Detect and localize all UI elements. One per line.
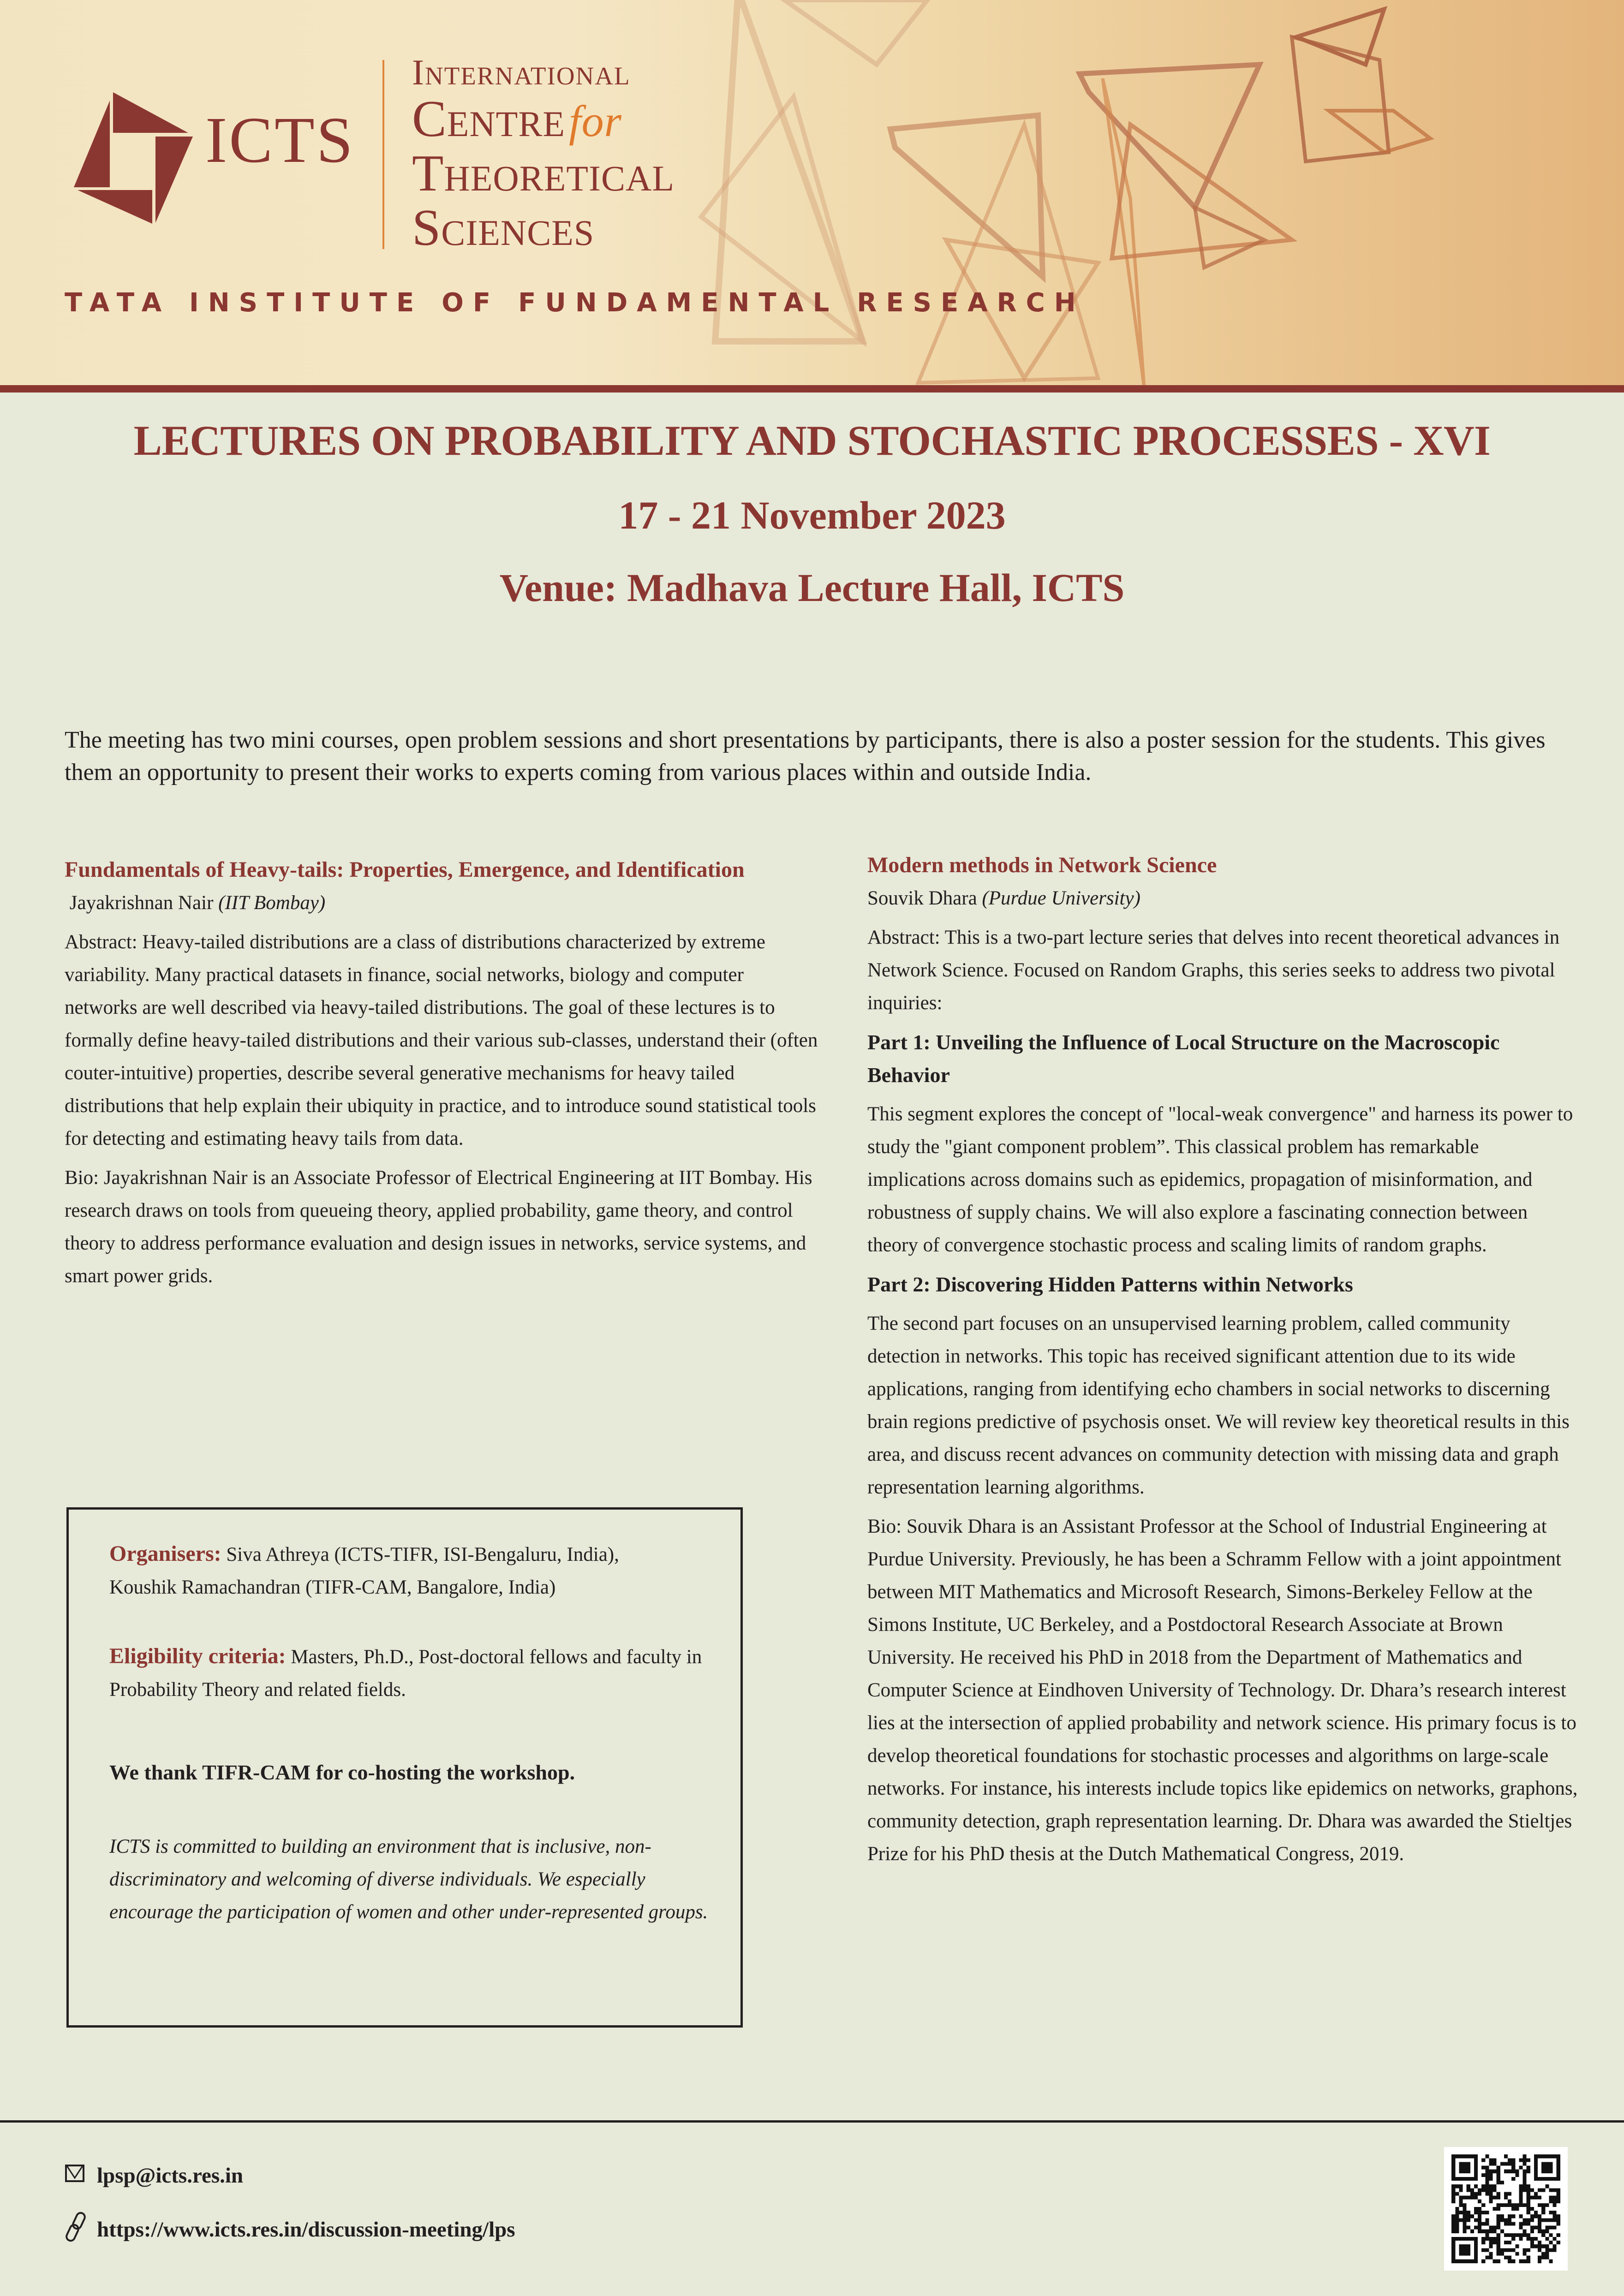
speaker-affiliation: (IIT Bombay) [218, 892, 326, 914]
contact-url [65, 2212, 515, 2248]
organisers-label: Organisers: [109, 1541, 221, 1566]
event-dates: 17 - 21 November 2023 [618, 493, 1006, 538]
eligibility [109, 1640, 709, 1706]
header-banner [0, 0, 1624, 385]
deco-triangle [1195, 208, 1264, 268]
intro-paragraph: The meeting has two mini courses, open problem sessions and short presentations by participants, there is also a poster session for the students. This gives them an opportunity to present their works to experts coming from various places within and outside India. [65, 727, 1546, 785]
part2-title: Part 2: Discovering Hidden Patterns within Networks [867, 1273, 1353, 1296]
speaker-affiliation: (Purdue University) [982, 887, 1140, 909]
course-abstract: Abstract: Heavy-tailed distributions are a class of distributions characterized by extreme variability. Many practical datasets in finance, social networks, biology and computer networks are well described via heavy-tailed distributions. The goal of these lectures is to formally define heavy-tailed distributions and their various sub-classes, understand their (often couter-intuitive) properties, describe several generative mechanisms for heavy tailed distributions that help explain their ubiquity in practice, and to introduce sound statistical tools for detecting and estimating heavy tails from data. [65, 931, 818, 1149]
course-left [65, 853, 821, 1292]
contact-email [65, 2163, 243, 2188]
logo-name-line3: Theoretical [412, 145, 675, 202]
logo-name-line4: Sciences [412, 199, 595, 256]
email-link[interactable]: lpsp@icts.res.in [97, 2164, 244, 2188]
course-speaker [867, 882, 1578, 915]
envelope-icon [65, 2163, 97, 2188]
organisers-line2: Koushik Ramachandran (TIFR-CAM, Bangalore, India) [109, 1576, 556, 1598]
course-title: Modern methods in Network Science [867, 853, 1217, 877]
deco-triangle [1329, 111, 1430, 152]
parent-word: RESEARCH [857, 288, 1085, 318]
deco-triangle [1103, 78, 1144, 385]
logo-name-for: for [569, 96, 622, 146]
course-abstract: Abstract: This is a two-part lecture series that delves into recent theoretical advances in Network Science. Focused on Random Graphs, this series seeks to address two pivotal inquiries: [867, 927, 1560, 1014]
logo-name-line2 [412, 90, 675, 148]
deco-triangle [918, 125, 1098, 383]
eligibility-label: Eligibility criteria: [109, 1644, 286, 1668]
decorative-triangles [0, 0, 1624, 385]
parent-word: OF [442, 288, 500, 318]
qr-code[interactable] [1444, 2147, 1568, 2271]
parent-word: TATA [65, 288, 171, 318]
icts-logo-mark [69, 92, 198, 226]
footer-divider [0, 2120, 1624, 2123]
part2-text: The second part focuses on an unsupervised learning problem, called community detection in networks. This topic has received significant attention due to its wide applications, ranging from identifying echo chambers in social networks to discerning brain regions predictive of psychosis onset. We will review key theoretical results in this area, and discuss recent advances on community detection with missing data and graph representation learning algorithms. [867, 1313, 1570, 1498]
logo-name-centre: Centre [412, 90, 565, 148]
speaker-name: Souvik Dhara [867, 887, 977, 909]
organisers-line1: Siva Athreya (ICTS-TIFR, ISI-Bengaluru, India), [226, 1544, 619, 1565]
organisers [109, 1537, 709, 1604]
inclusion-statement: ICTS is committed to building an environment that is inclusive, non-discriminatory and welcoming of diverse individuals. We especially encourage the participation of women and other under-represented groups. [109, 1836, 708, 1923]
website-link[interactable]: https://www.icts.res.in/discussion-meeting/lps [97, 2218, 515, 2242]
course-right [867, 849, 1578, 1870]
logo-divider [382, 60, 384, 249]
logo-institute-name [412, 54, 675, 254]
speaker-bio: Bio: Jayakrishnan Nair is an Associate Professor of Electrical Engineering at IIT Bombay. His research draws on tools from queueing theory, applied probability, game theory, and control theory to address performance evaluation and design issues in networks, service systems, and smart power grids. [65, 1167, 812, 1287]
event-venue: Venue: Madhava Lecture Hall, ICTS [499, 565, 1125, 610]
deco-triangle [1080, 65, 1260, 208]
logo-name-line1: International [412, 52, 631, 92]
parent-word: FUNDAMENTAL [518, 288, 839, 318]
thanks-note: We thank TIFR-CAM for co-hosting the workshop. [109, 1761, 575, 1784]
speaker-name: Jayakrishnan Nair [69, 892, 214, 914]
header-divider-band [0, 385, 1624, 393]
event-title-block [0, 417, 1624, 609]
link-icon [65, 2212, 97, 2248]
part1-text: This segment explores the concept of "local-weak convergence" and harness its power to study the "giant component problem”. This classical problem has remarkable implications across domains such as epidemics, propagation of misinformation, and robustness of supply chains. We will also explore a fascinating connection between theory of convergence stochastic process and scaling limits of random graphs. [867, 1103, 1573, 1256]
course-speaker [65, 886, 821, 919]
eligibility-text: Masters, Ph.D., Post-doctoral fellows and faculty in Probability Theory and related fields. [109, 1646, 702, 1701]
info-box [66, 1507, 743, 2028]
event-title: LECTURES ON PROBABILITY AND STOCHASTIC PROCESSES - XVI [133, 417, 1491, 464]
deco-triangle [784, 0, 927, 65]
logo-abbreviation: ICTS [205, 103, 355, 176]
parent-word: INSTITUTE [189, 288, 424, 318]
parent-institute [65, 288, 1085, 318]
course-title: Fundamentals of Heavy-tails: Properties, Emergence, and Identification [65, 857, 745, 882]
part1-title: Part 1: Unveiling the Influence of Local Structure on the Macroscopic Behavior [867, 1030, 1500, 1087]
speaker-bio: Bio: Souvik Dhara is an Assistant Professor at the School of Industrial Engineering at Purdue University. Previously, he has been a Schramm Fellow with a joint appointment between MIT Mathematics and Microsoft Research, Simons-Berkeley Fellow at the Simons Institute, UC Berkeley, and a Postdoctoral Research Associate at Brown University. He received his PhD in 2018 from the Department of Mathematics and Computer Science at Eindhoven University of Technology. Dr. Dhara’s research interest lies at the intersection of applied probability and network science. His primary focus is to develop theoretical foundations for stochastic processes and algorithms on large-scale networks. For instance, his interests include topics like epidemics on networks, graphons, community detection, graph representation learning. Dr. Dhara was awarded the Stieltjes Prize for his PhD thesis at the Dutch Mathematical Congress, 2019. [867, 1516, 1578, 1865]
